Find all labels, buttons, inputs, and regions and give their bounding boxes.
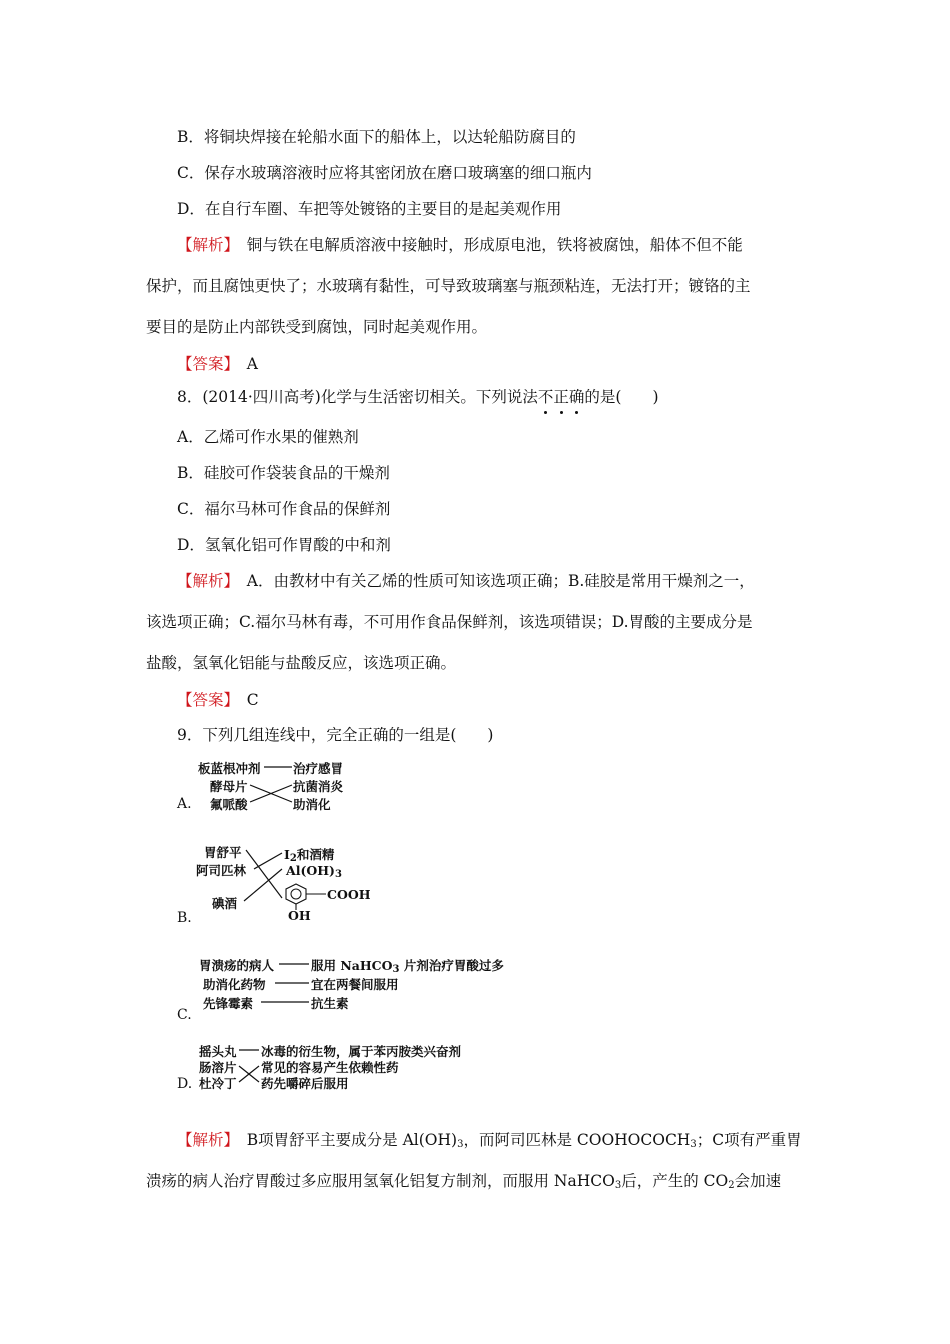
q7-option-d: D．在自行车圈、车把等处镀铬的主要目的是起美观作用 — [177, 200, 562, 218]
emphasis-dot-2: 正 — [553, 388, 569, 406]
q7-answer-value: A — [246, 355, 258, 373]
fig-a-right-3: 助消化 — [293, 797, 331, 812]
fig-c-right-1: 服用 NaHCO$_3$ 片剂治疗胃酸过多 — [311, 958, 504, 975]
fig-a-left-1: 板蓝根冲剂 — [198, 761, 261, 776]
q8-option-d: D．氢氧化铝可作胃酸的中和剂 — [177, 536, 391, 554]
fig-c-left-3: 先锋霉素 — [203, 996, 254, 1011]
q9-analysis-line-2: 溃疡的病人治疗胃酸过多应服用氢氧化铝复方制剂，而服用 NaHCO$_3$后，产生的 $CO_2$会加速 — [146, 1172, 782, 1191]
fig-b-cooh: COOH — [327, 887, 371, 902]
q7-analysis-line-3: 要目的是防止内部铁受到腐蚀，同时起美观作用。 — [146, 318, 488, 336]
fig-c-label: C. — [177, 1007, 192, 1023]
q8-option-c: C．福尔马林可作食品的保鲜剂 — [177, 500, 391, 518]
fig-d-connectors — [199, 1042, 499, 1092]
fig-b-left-2: 阿司匹林 — [196, 863, 247, 878]
analysis-tag: 【解析】 — [177, 1131, 232, 1149]
fig-b-label: B. — [177, 910, 192, 926]
fig-b-right-1: $I_2$和酒精 — [284, 847, 335, 864]
analysis-tag: 【解析】 — [177, 572, 232, 590]
fig-d-right-2: 常见的容易产生依赖性药 — [261, 1060, 399, 1075]
fig-a-left-2: 酵母片 — [210, 779, 248, 794]
fig-b-left-1: 胃舒平 — [204, 845, 242, 860]
fig-b-oh: OH — [288, 908, 311, 923]
fig-a-label: A. — [177, 796, 192, 812]
fig-c-right-2: 宜在两餐间服用 — [311, 977, 399, 992]
q9-analysis-line-1: 【解析】 B项胃舒平主要成分是 $Al(OH)_3$，而阿司匹林是 $COOHOCOCH_3$；C项有严重胃 — [177, 1131, 802, 1150]
q8-option-a: A．乙烯可作水果的催熟剂 — [177, 428, 359, 446]
fig-c-right-3: 抗生素 — [311, 996, 349, 1011]
fig-d-left-1: 摇头丸 — [199, 1044, 237, 1059]
fig-a-right-2: 抗菌消炎 — [293, 779, 344, 794]
q7-option-c: C．保存水玻璃溶液时应将其密闭放在磨口玻璃塞的细口瓶内 — [177, 164, 592, 182]
fig-a-right-1: 治疗感冒 — [293, 761, 344, 776]
q7-analysis-line-1: 【解析】 铜与铁在电解质溶液中接触时，形成原电池，铁将被腐蚀，船体不但不能 — [177, 236, 743, 254]
benzene-ring-icon — [286, 884, 326, 910]
fig-d-left-2: 肠溶片 — [199, 1060, 237, 1075]
fig-d-left-3: 杜冷丁 — [199, 1076, 237, 1091]
emphasis-dot-1: 不 — [537, 388, 554, 406]
q7-analysis-line-2: 保护，而且腐蚀更快了；水玻璃有黏性，可导致玻璃塞与瓶颈粘连，无法打开；镀铬的主 — [146, 277, 751, 295]
q8-answer-value: C — [246, 691, 259, 709]
fig-b — [196, 843, 371, 925]
fig-c-connectors — [199, 956, 499, 1012]
q9-stem: 9．下列几组连线中，完全正确的一组是( ) — [177, 726, 494, 744]
fig-c-left-1: 胃溃疡的病人 — [199, 958, 275, 973]
fig-b-right-2: $Al(OH)_3$ — [286, 863, 342, 880]
fig-b-connectors — [196, 843, 366, 925]
emphasis-dot-3: 确 — [568, 388, 585, 406]
fig-a-left-3: 氟哌酸 — [210, 797, 248, 812]
fig-d-right-3: 药先嚼碎后服用 — [261, 1076, 349, 1091]
q8-analysis-line-2: 该选项正确；C.福尔马林有毒，不可用作食品保鲜剂，该选项错误；D.胃酸的主要成分是 — [146, 613, 753, 631]
q8-analysis-line-3: 盐酸，氢氧化铝能与盐酸反应，该选项正确。 — [146, 654, 457, 672]
q8-option-b: B．硅胶可作袋装食品的干燥剂 — [177, 464, 390, 482]
fig-d-label: D. — [177, 1076, 193, 1092]
q7-option-b: B．将铜块焊接在轮船水面下的船体上，以达轮船防腐目的 — [177, 128, 576, 146]
fig-d-right-1: 冰毒的衍生物，属于苯丙胺类兴奋剂 — [261, 1044, 462, 1059]
answer-tag: 【答案】 — [177, 691, 232, 709]
fig-a-connectors — [198, 758, 398, 814]
q8-stem: 8．(2014·四川高考)化学与生活密切相关。下列说法不正确的是( ) — [177, 388, 659, 406]
answer-tag: 【答案】 — [177, 355, 232, 373]
analysis-tag: 【解析】 — [177, 236, 232, 254]
fig-d — [199, 1042, 499, 1092]
fig-b-left-3: 碘酒 — [212, 896, 238, 911]
q8-analysis-line-1: 【解析】 A．由教材中有关乙烯的性质可知该选项正确；B.硅胶是常用干燥剂之一， — [177, 572, 755, 590]
q8-answer — [177, 690, 259, 710]
fig-a — [198, 758, 398, 814]
fig-c — [199, 956, 504, 1012]
q7-answer — [177, 354, 258, 374]
fig-c-left-2: 助消化药物 — [203, 977, 266, 992]
